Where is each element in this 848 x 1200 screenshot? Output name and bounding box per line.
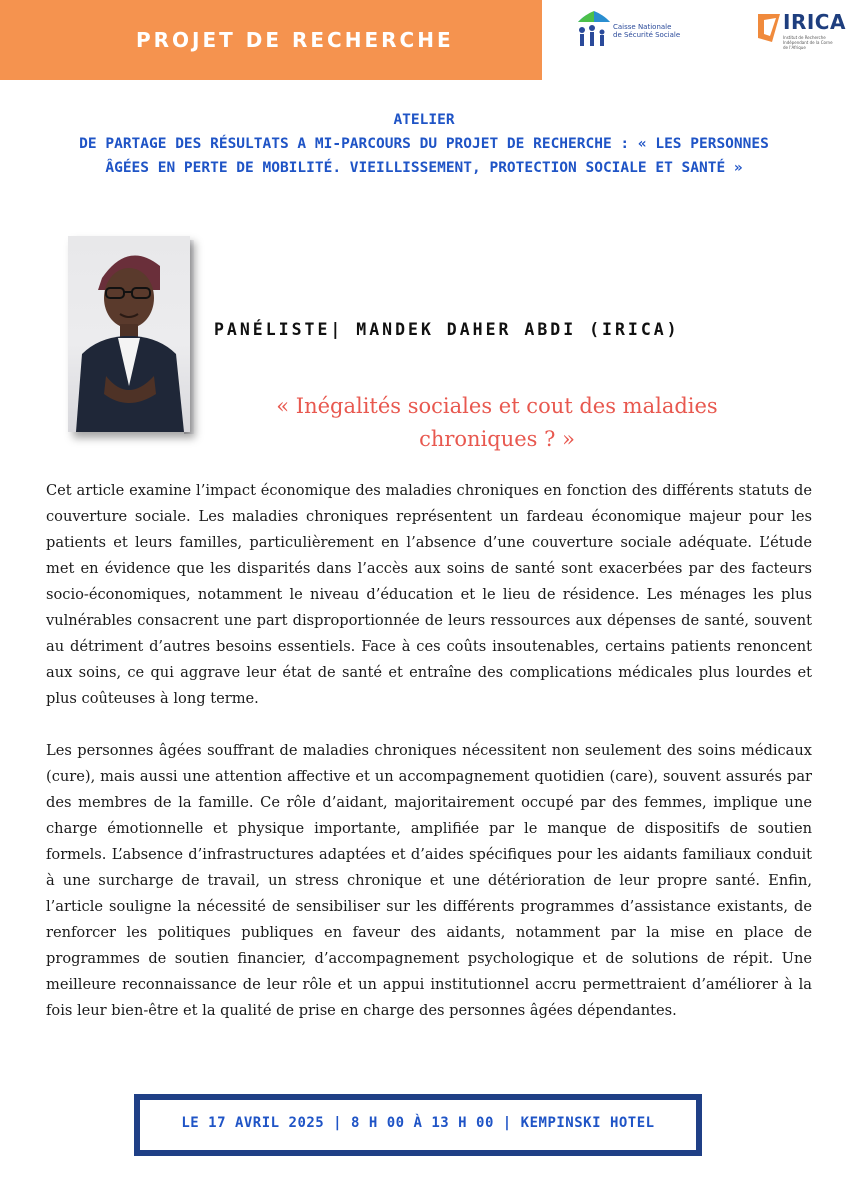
header-banner	[0, 0, 542, 80]
paragraph: Cet article examine l’impact économique des maladies chroniques en fonction des différents statuts de couverture sociale. Les maladies chroniques représentent un fardeau économique majeur pour les patients et leurs familles, particulièrement en l’absence d’une couverture sociale adéquate. L’étude met en évidence que les disparités dans l’accès aux soins de santé sont exacerbées par des facteurs socio-économiques, notamment le niveau d’éducation et le lieu de résidence. Les ménages les plus vulnérables consacrent une part disproportionnée de leurs ressources aux dépenses de santé, souvent au détriment d’autres besoins essentiels. Face à ces coûts insoutenables, certains patients renoncent aux soins, ce qui aggrave leur état de santé et entraîne des complications médicales plus lourdes et plus coûteuses à long terme.	[46, 482, 812, 707]
paragraph: Les personnes âgées souffrant de maladies chroniques nécessitent non seulement des soins médicaux (cure), mais aussi une attention affective et un accompagnement quotidien (care), souvent assurés par des membres de la famille. Ce rôle d’aidant, majoritairement occupé par des femmes, implique une charge émotionnelle et physique importante, amplifiée par le manque de dispositifs de soutien formels. L’absence d’infrastructures adaptées et d’aides spécifiques pour les aidants familiaux conduit à une surcharge de travail, un stress chronique et une détérioration de leur propre santé. Enfin, l’article souligne la nécessité de sensibiliser sur les différents programmes d’assistance existants, de renforcer les politiques publiques en faveur des aidants, notamment par la mise en place de programmes de soutien financier, d’accompagnement psychologique et de solutions de répit. Une meilleure reconnaissance de leur rôle et un appui institutionnel accru permettraient d’améliorer à la fois leur bien-être et la qualité de prise en charge des personnes âgées dépendantes.	[46, 742, 812, 1019]
article-body	[46, 478, 812, 1050]
headline-line-1: ATELIER	[393, 112, 455, 128]
cnss-logo-text: Caisse Nationale de Sécurité Sociale	[613, 23, 681, 39]
banner-title: PROJET DE RECHERCHE	[136, 28, 454, 52]
panelist-photo	[68, 236, 190, 432]
event-details-box	[134, 1094, 702, 1156]
event-headline	[0, 108, 848, 180]
headline-line-3: ÂGÉES EN PERTE DE MOBILITÉ. VIEILLISSEMENT, PROTECTION SOCIALE ET SANTÉ »	[105, 160, 743, 176]
event-details: LE 17 AVRIL 2025 | 8 H 00 À 13 H 00 | KEMPINSKI HOTEL	[181, 1115, 655, 1131]
portrait-illustration	[68, 236, 190, 432]
irica-logo-subtitle: Institut de Recherche Indépendant de la Corne de l'Afrique	[783, 35, 833, 50]
headline-line-2: DE PARTAGE DES RÉSULTATS A MI-PARCOURS DU PROJET DE RECHERCHE : « LES PERSONNES	[79, 136, 769, 152]
panelist-name: PANÉLISTE| MANDEK DAHER ABDI (IRICA)	[214, 320, 680, 339]
talk-title-line-1: « Inégalités sociales et cout des maladies	[276, 394, 718, 418]
talk-title-line-2: chroniques ? »	[419, 427, 575, 451]
irica-logo: IRICA	[783, 10, 846, 34]
talk-title	[238, 390, 756, 456]
